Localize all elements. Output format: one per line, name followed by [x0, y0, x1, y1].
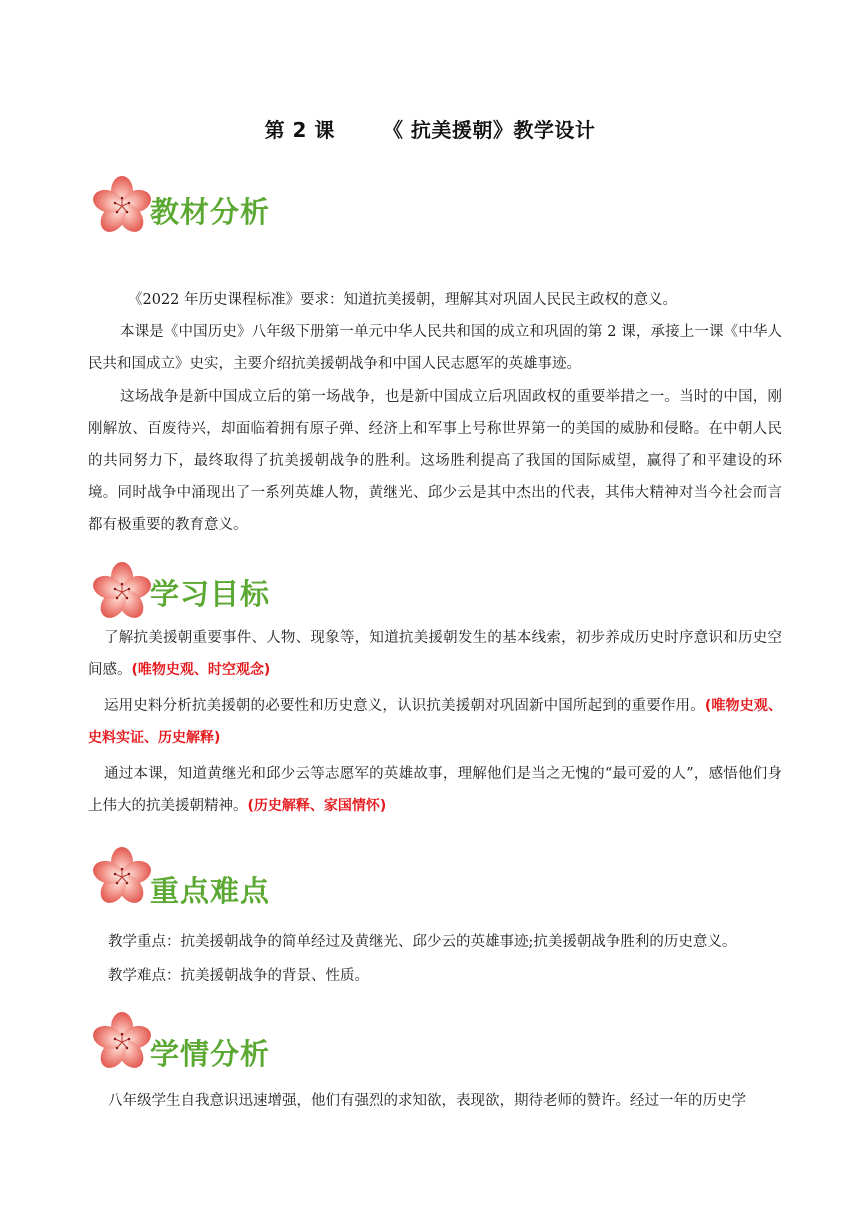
- goal-tag: (历史解释、家国情怀): [247, 798, 387, 814]
- section-heading: 学情分析: [150, 1037, 271, 1071]
- goal-text: 运用史料分析抗美援朝的必要性和历史意义，认识抗美援朝对巩固新中国所起到的重要作用。: [104, 698, 705, 714]
- section-heading: 教材分析: [150, 195, 271, 229]
- cherry-blossom-icon: [88, 172, 156, 240]
- paragraph: 八年级学生自我意识迅速增强，他们有强烈的求知欲，表现欲，期待老师的赞许。经过一年的历史学: [108, 1093, 746, 1109]
- cherry-blossom-icon: [88, 558, 156, 626]
- section-heading: 学习目标: [150, 577, 271, 611]
- title-lesson: 第 2 课: [264, 118, 335, 142]
- goal-text: 了解抗美援朝重要事件、人物、现象等，知道抗美援朝发生的基本线索，初步养成历史时序意识和历史空间感。: [88, 630, 782, 678]
- paragraph: 这场战争是新中国成立后的第一场战争，也是新中国成立后巩固政权的重要举措之一。当时的中国，刚刚解放、百废待兴，却面临着拥有原子弹、经济上和军事上号称世界第一的美国的威胁和侵略。在中朝人民的共同努力下，最终取得了抗美援朝战争的胜利。这场胜利提高了我国的国际威望，赢得了和平建设的环境。同时战争中涌现出了一系列英雄人物，黄继光、邱少云是其中杰出的代表，其伟大精神对当今社会而言都有极重要的教育意义。: [88, 389, 782, 533]
- paragraph: 《2022 年历史课程标准》要求：知道抗美援朝，理解其对巩固人民民主政权的意义。: [128, 292, 678, 308]
- teaching-focus: 教学重点：抗美援朝战争的简单经过及黄继光、邱少云的英雄事迹;抗美援朝战争胜利的历史意义。: [108, 934, 737, 950]
- title-topic: 《 抗美援朝》教学设计: [382, 118, 596, 142]
- goal-tag: (唯物史观、史料实证、历史解释): [88, 698, 782, 746]
- section-learning-goals: [88, 558, 388, 630]
- section-textbook-analysis: [88, 172, 388, 244]
- paragraph: 本课是《中国历史》八年级下册第一单元中华人民共和国的成立和巩固的第 2 课，承接上一课《中华人民共和国成立》史实，主要介绍抗美援朝战争和中国人民志愿军的英雄事迹。: [88, 324, 782, 372]
- section-key-points: [88, 843, 388, 915]
- learning-goal-item: [88, 622, 782, 686]
- goal-text: 通过本课，知道黄继光和邱少云等志愿军的英雄故事，理解他们是当之无愧的“最可爱的人”，感悟他们身上伟大的抗美援朝精神。: [88, 766, 782, 814]
- section-student-analysis: [88, 1008, 388, 1080]
- learning-goal-item: [88, 758, 782, 822]
- cherry-blossom-icon: [88, 843, 156, 911]
- document-title: [0, 114, 860, 143]
- teaching-difficulty: 教学难点：抗美援朝战争的背景、性质。: [108, 968, 369, 984]
- section-heading: 重点难点: [150, 874, 271, 908]
- goal-tag: (唯物史观、时空观念): [131, 662, 271, 678]
- cherry-blossom-icon: [88, 1008, 156, 1076]
- learning-goal-item: [88, 690, 782, 754]
